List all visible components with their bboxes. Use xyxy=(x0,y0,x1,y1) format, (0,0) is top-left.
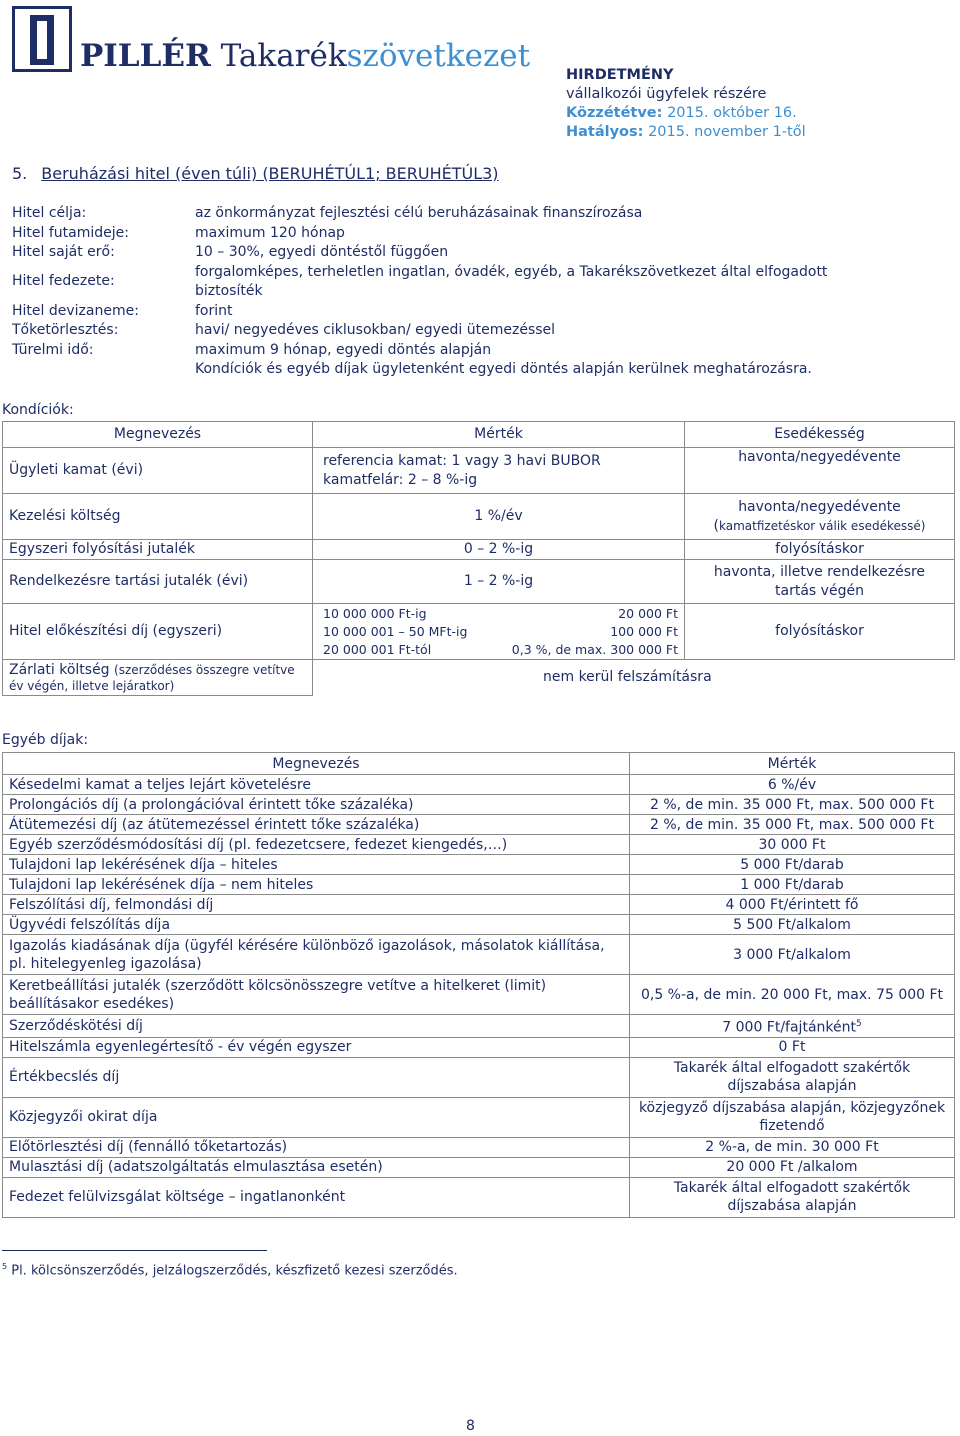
fee-value: 2 %, de min. 35 000 Ft, max. 500 000 Ft xyxy=(630,815,955,835)
cond-measure: 1 – 2 %-ig xyxy=(313,560,685,604)
table-row xyxy=(3,560,955,604)
fee-name: Tulajdoni lap lekérésének díja – nem hiteles xyxy=(3,875,630,895)
table-row xyxy=(3,448,955,494)
header-due: Esedékesség xyxy=(685,422,955,448)
fee-value: 1 000 Ft/darab xyxy=(630,875,955,895)
brand-name: PILLÉR Takarékszövetkezet xyxy=(80,38,531,74)
info-value: maximum 9 hónap, egyedi döntés alapján xyxy=(195,341,492,358)
cond-measure: nem kerül felszámításra xyxy=(543,669,712,686)
fee-value: Takarék által elfogadott szakértők díjszabása alapján xyxy=(630,1057,955,1097)
footnote: $^5$ Pl. kölcsönszerződés, jelzálogszerződés, készfizető kezesi szerződés. xyxy=(2,1262,458,1279)
table-row xyxy=(3,775,955,795)
cond-name: Egyszeri folyósítási jutalék xyxy=(3,540,313,560)
cond-name: Kezelési költség xyxy=(3,494,313,540)
fees-header-name: Megnevezés xyxy=(3,753,630,775)
table-row xyxy=(3,795,955,815)
fee-value: 0,5 %-a, de min. 20 000 Ft, max. 75 000 Ft xyxy=(630,975,955,1015)
info-label: Hitel devizaneme: xyxy=(12,302,139,319)
cond-name: Ügyleti kamat (évi) xyxy=(3,448,313,494)
info-label: Tőketörlesztés: xyxy=(12,322,119,338)
fee-value: 5 000 Ft/darab xyxy=(630,855,955,875)
fee-name: Tulajdoni lap lekérésének díja – hiteles xyxy=(3,855,630,875)
fees-header-measure: Mérték xyxy=(630,753,955,775)
fee-value: 0 Ft xyxy=(630,1037,955,1057)
notice-block xyxy=(566,66,806,142)
fee-name: Hitelszámla egyenlegértesítő - év végén egyszer xyxy=(3,1037,630,1057)
fee-value: 4 000 Ft/érintett fő xyxy=(630,895,955,915)
info-value: maximum 120 hónap xyxy=(195,224,345,241)
notice-subtitle: vállalkozói ügyfelek részére xyxy=(566,86,767,102)
fee-value: 3 000 Ft/alkalom xyxy=(630,935,955,975)
cond-due: havonta, illetve rendelkezésre tartás végén xyxy=(685,560,955,604)
fee-name: Előtörlesztési díj (fennálló tőketartozás) xyxy=(3,1137,630,1157)
page-number: 8 xyxy=(466,1418,475,1434)
cond-due: folyósításkor xyxy=(685,604,955,660)
cond-due: folyósításkor xyxy=(685,540,955,560)
info-label: Hitel futamideje: xyxy=(12,224,129,241)
cond-name: Rendelkezésre tartási jutalék (évi) xyxy=(3,560,313,604)
table-row xyxy=(3,494,955,540)
fee-name: Keretbeállítási jutalék (szerződött kölcsönösszegre vetítve a hitelkeret (limit) beállításakor esedékes) xyxy=(3,975,630,1015)
table-row xyxy=(3,604,955,660)
table-row xyxy=(3,1057,955,1097)
fee-value: 20 000 Ft /alkalom xyxy=(630,1157,955,1177)
fee-name: Szerződéskötési díj xyxy=(3,1015,630,1038)
footnote-separator xyxy=(2,1250,267,1251)
table-row xyxy=(3,835,955,855)
table-row xyxy=(3,895,955,915)
section-title: 5. Beruházási hitel (éven túli) (BERUHÉTÚL1; BERUHÉTÚL3) xyxy=(12,164,499,183)
table-row xyxy=(3,1015,955,1038)
notice-title: HIRDETMÉNY xyxy=(566,67,674,83)
logo xyxy=(12,6,72,72)
info-value: az önkormányzat fejlesztési célú beruházásainak finanszírozása xyxy=(195,205,643,221)
table-row xyxy=(3,1137,955,1157)
info-value: Kondíciók és egyéb díjak ügyletenként egyedi döntés alapján kerülnek meghatározásra. xyxy=(195,361,812,377)
cond-name: Hitel előkészítési díj (egyszeri) xyxy=(3,604,313,660)
fee-value: 5 500 Ft/alkalom xyxy=(630,915,955,935)
table-row xyxy=(3,660,955,696)
fee-value: 7 000 Ft/fajtánként$^5$ xyxy=(630,1015,955,1038)
table-row xyxy=(3,875,955,895)
fee-name: Átütemezési díj (az átütemezéssel érintett tőke százaléka) xyxy=(3,815,630,835)
fee-name: Értékbecslés díj xyxy=(3,1057,630,1097)
fee-value: Takarék által elfogadott szakértők díjszabása alapján xyxy=(630,1177,955,1217)
cond-name: Zárlati költség (szerződéses összegre vetítve év végén, illetve lejáratkor) xyxy=(3,660,313,696)
table-row xyxy=(3,855,955,875)
info-value: forgalomképes, terheletlen ingatlan, óvadék, egyéb, a Takarékszövetkezet által elfogadott biztosíték xyxy=(195,263,828,299)
table-row xyxy=(3,915,955,935)
table-row xyxy=(3,815,955,835)
fee-name: Fedezet felülvizsgálat költsége – ingatlanonként xyxy=(3,1177,630,1217)
info-label: Hitel saját erő: xyxy=(12,244,115,260)
cond-due: havonta/negyedévente (kamatfizetéskor válik esedékessé) xyxy=(685,494,955,540)
conditions-label: Kondíciók: xyxy=(2,402,74,418)
table-row xyxy=(3,1177,955,1217)
cond-due: havonta/negyedévente xyxy=(685,448,955,494)
loan-info xyxy=(12,204,952,380)
table-row xyxy=(3,975,955,1015)
fees-table xyxy=(2,752,955,1218)
fee-value: 2 %-a, de min. 30 000 Ft xyxy=(630,1137,955,1157)
info-value: forint xyxy=(195,302,233,319)
info-label: Türelmi idő: xyxy=(12,341,94,358)
table-row xyxy=(3,540,955,560)
fee-value: közjegyző díjszabása alapján, közjegyzőnek fizetendő xyxy=(630,1097,955,1137)
fee-name: Igazolás kiadásának díja (ügyfél kérésére különböző igazolások, másolatok kiállítása, pl. hitelegyenleg igazolása) xyxy=(3,935,630,975)
published-date: Közzététve: 2015. október 16. xyxy=(566,105,797,121)
fee-name: Felszólítási díj, felmondási díj xyxy=(3,895,630,915)
fee-value: 6 %/év xyxy=(630,775,955,795)
info-value: 10 – 30%, egyedi döntéstől függően xyxy=(195,244,449,260)
fee-name: Mulasztási díj (adatszolgáltatás elmulasztása esetén) xyxy=(3,1157,630,1177)
table-row xyxy=(3,1157,955,1177)
fee-value: 2 %, de min. 35 000 Ft, max. 500 000 Ft xyxy=(630,795,955,815)
cond-measure: referencia kamat: 1 vagy 3 havi BUBOR kamatfelár: 2 – 8 %-ig xyxy=(313,448,685,494)
table-row xyxy=(3,1097,955,1137)
info-label: Hitel fedezete: xyxy=(12,273,115,290)
fee-name: Ügyvédi felszólítás díja xyxy=(3,915,630,935)
info-label xyxy=(12,360,195,380)
header-measure: Mérték xyxy=(313,422,685,448)
fee-name: Közjegyzői okirat díja xyxy=(3,1097,630,1137)
conditions-table xyxy=(2,421,955,696)
table-row xyxy=(3,1037,955,1057)
fees-label: Egyéb díjak: xyxy=(2,732,89,748)
fee-name: Egyéb szerződésmódosítási díj (pl. fedezetcsere, fedezet kiengedés,…) xyxy=(3,835,630,855)
fee-name: Késedelmi kamat a teljes lejárt követelésre xyxy=(3,775,630,795)
cond-measure: 1 %/év xyxy=(313,494,685,540)
cond-measure: 10 000 000 Ft-ig 20 000 Ft 10 000 001 – 50 MFt-ig 100 000 Ft 20 000 001 Ft-tól 0,3 %, de max. 300 000 Ft xyxy=(313,604,685,660)
effective-date: Hatályos: 2015. november 1-től xyxy=(566,124,806,140)
fee-name: Prolongációs díj (a prolongációval érintett tőke százaléka) xyxy=(3,795,630,815)
info-value: havi/ negyedéves ciklusokban/ egyedi ütemezéssel xyxy=(195,322,556,338)
cond-measure: 0 – 2 %-ig xyxy=(313,540,685,560)
fee-value: 30 000 Ft xyxy=(630,835,955,855)
header-name: Megnevezés xyxy=(3,422,313,448)
table-row xyxy=(3,935,955,975)
info-label: Hitel célja: xyxy=(12,205,87,221)
